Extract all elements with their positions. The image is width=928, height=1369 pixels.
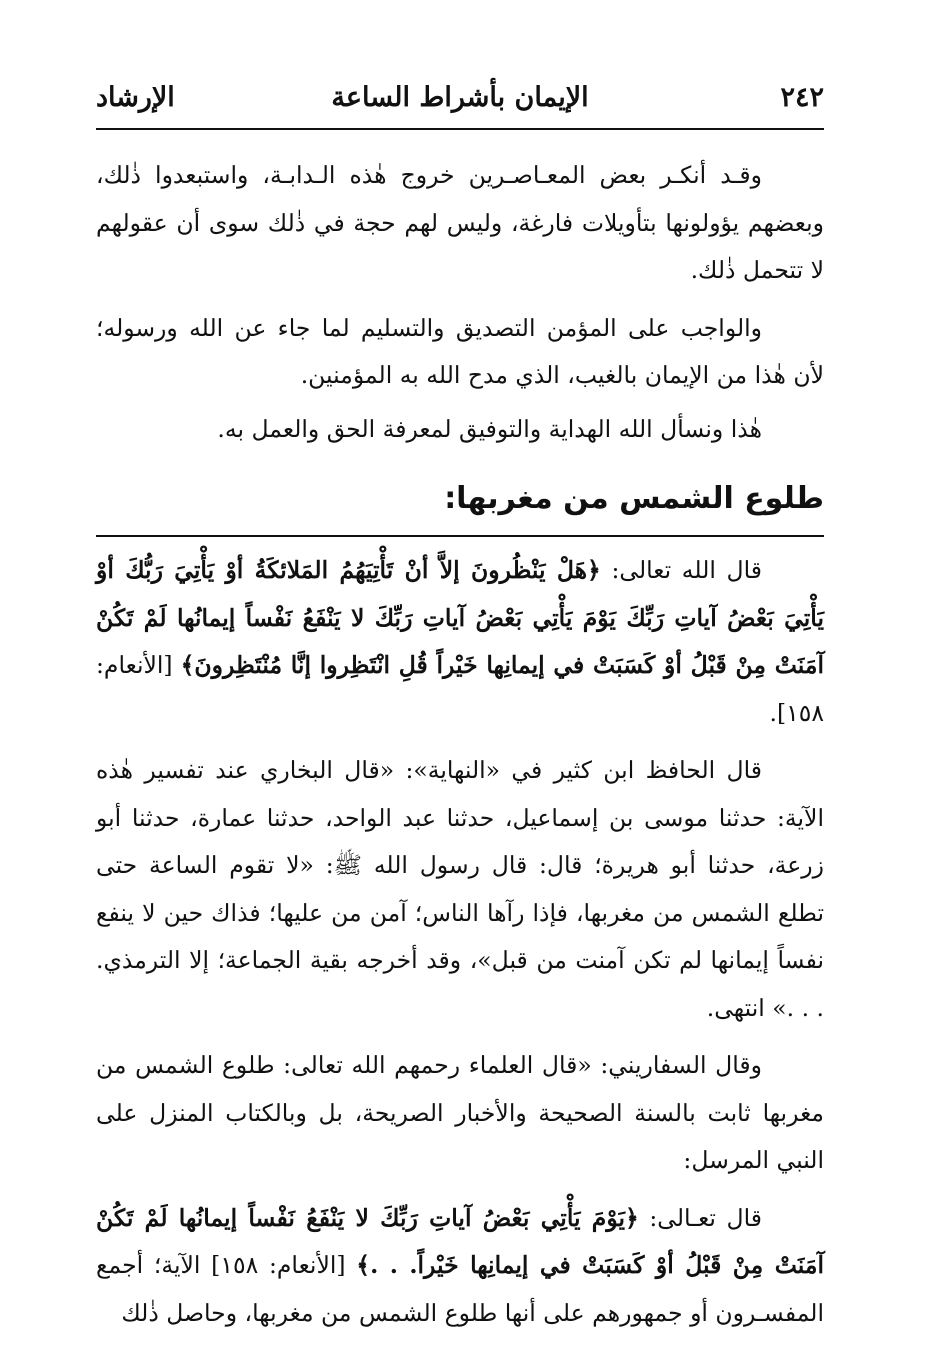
section-heading-block xyxy=(96,469,824,537)
paragraph-dabba-denial: وقـد أنكـر بعض المعـاصـرين خروج هٰذه الـدابـة، واستبعدوا ذٰلك، وبعضهم يؤولونها بتأويلات فارغة، وليس لهم حجة في ذٰلك سوى أن عقولهم لا تتحمل ذٰلك. xyxy=(96,161,824,284)
paragraph-verse-158 xyxy=(96,547,824,737)
paragraph-safarini: وقال السفاريني: «قال العلماء رحمهم الله تعالى: طلوع الشمس من مغربها ثابت بالسنة الصحيحة والأخبار الصريحة، بل وبالكتاب المنزل على النبي المرسل: xyxy=(96,1051,824,1174)
final-verse-intro: قال تعـالى: xyxy=(638,1203,762,1232)
section-heading: طلوع الشمس من مغربها: xyxy=(444,481,824,516)
final-verse-rest: [الأنعام: ١٥٨] الآية؛ أجمع المفسـرون أو جمهورهم على أنها طلوع الشمس من مغربها، وحاصل ذٰلك xyxy=(96,1251,824,1327)
header-divider xyxy=(96,128,824,130)
quran-verse: ﴿هَلْ يَنْظُرونَ إلاَّ أنْ تَأْتِيَهُمُ المَلائكَةُ أوْ يَأْتِيَ رَبُّكَ أوْ يَأْتِيَ بَعْضُ آياتِ رَبِّكَ يَوْمَ يَأْتِي بَعْضُ آياتِ رَبِّكَ لا يَنْفَعُ نَفْساً إيمانُها لَمْ تَكُنْ آمَنَتْ مِنْ قَبْلُ أوْ كَسَبَتْ في إيمانِها خَيْراً قُلِ انْتَظِروا إنَّا مُنْتَظِرونَ﴾ xyxy=(96,556,825,679)
book-title: الإيمان بأشراط الساعة xyxy=(331,82,589,113)
paragraph-obligation: والواجب على المؤمن التصديق والتسليم لما جاء عن الله ورسوله؛ لأن هٰذا من الإيمان بالغيب، الذي مدح الله به المؤمنين. xyxy=(96,313,824,389)
paragraph-supplication: هٰذا ونسأل الله الهداية والتوفيق لمعرفة الحق والعمل به. xyxy=(217,414,762,443)
verse-reference: [الأنعام: ١٥٨]. xyxy=(96,651,824,727)
paragraph-final-verse xyxy=(96,1195,824,1338)
verse-intro: قال الله تعالى: xyxy=(600,556,762,584)
page-body xyxy=(96,152,824,1337)
page-number: ٢٤٢ xyxy=(780,82,824,113)
running-header xyxy=(96,80,824,124)
section-title: الإرشاد xyxy=(96,82,175,113)
final-quran-verse: ﴿يَوْمَ يَأْتِي بَعْضُ آياتِ رَبِّكَ لا يَنْفَعُ نَفْساً إيمانُها لَمْ تَكُنْ آمَنَتْ مِنْ قَبْلُ أوْ كَسَبَتْ في إيمانِها خَيْراً. . .﴾ xyxy=(96,1203,824,1279)
paragraph-ibn-kathir: قال الحافظ ابن كثير في «النهاية»: «قال البخاري عند تفسير هٰذه الآية: حدثنا موسى بن إسماعيل، حدثنا عبد الواحد، حدثنا عمارة، حدثنا أبو زرعة، حدثنا أبو هريرة؛ قال: قال رسول الله ﷺ: «لا تقوم الساعة حتى تطلع الشمس من مغربها، فإذا رآها الناس؛ آمن من عليها؛ فذاك حين لا ينفع نفساً إيمانها لم تكن آمنت من قبل»، وقد أخرجه بقية الجماعة؛ إلا الترمذي. . . .» انتهى. xyxy=(96,756,824,1022)
